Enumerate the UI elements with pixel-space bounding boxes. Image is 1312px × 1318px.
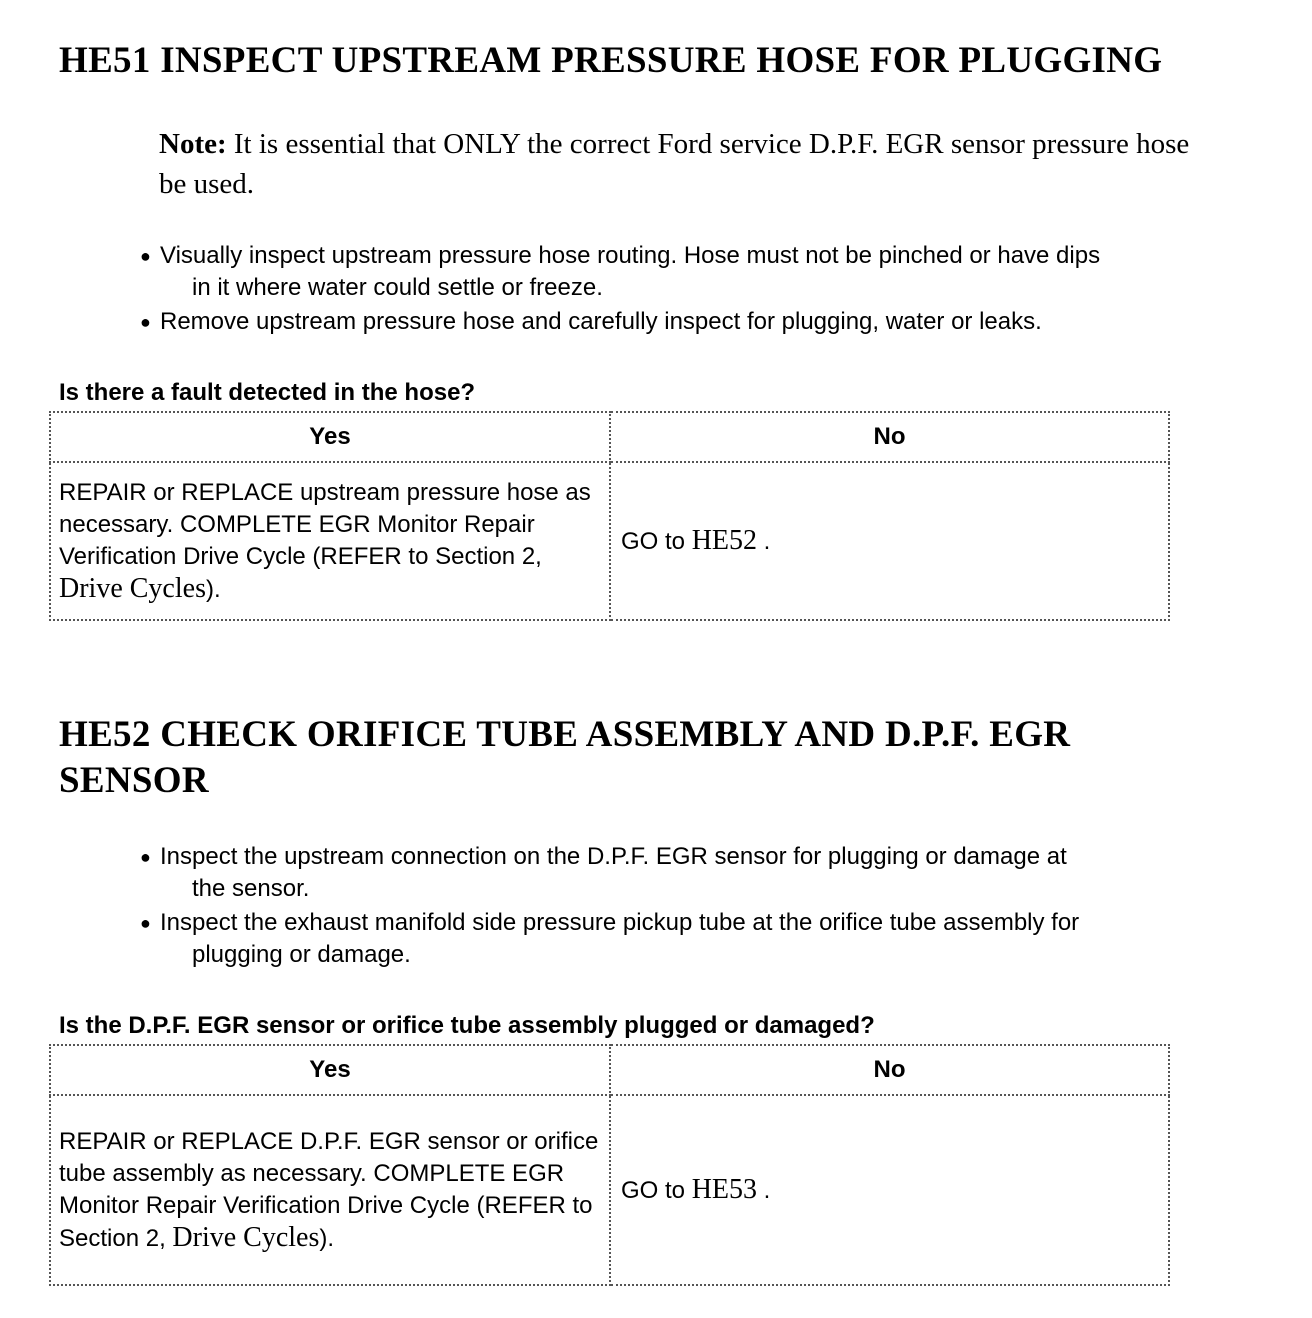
list-item (140, 907, 1250, 971)
he52-question: Is the D.P.F. EGR sensor or orifice tube assembly plugged or damaged? (59, 1012, 875, 1039)
bullet-line-continued: the sensor. (192, 875, 310, 902)
drive-cycles-link[interactable]: Drive Cycles (172, 1221, 320, 1253)
list-item (140, 240, 1270, 304)
yes-action-text: REPAIR or REPLACE D.P.F. EGR sensor or orifice tube assembly as necessary. COMPLETE EGR Monitor Repair Verification Drive Cycle (REFER to Section 2, (59, 1127, 599, 1252)
list-item (140, 306, 1270, 338)
yes-action-text: REPAIR or REPLACE upstream pressure hose as necessary. COMPLETE EGR Monitor Repair Verification Drive Cycle (REFER to Section 2, (59, 478, 591, 570)
no-header: No (610, 1045, 1169, 1095)
bullet-icon: ● (140, 246, 151, 266)
bullet-line: Inspect the exhaust manifold side pressure pickup tube at the orifice tube assembly for (160, 909, 1080, 936)
list-item (140, 841, 1250, 905)
bullet-icon: ● (140, 847, 151, 867)
yes-end: ). (205, 575, 221, 603)
no-prefix: GO to (621, 1177, 692, 1204)
drive-cycles-link[interactable]: Drive Cycles (59, 572, 206, 604)
no-header: No (610, 412, 1169, 462)
table-header-row (50, 412, 1169, 462)
he52-link[interactable]: HE52 (691, 525, 758, 556)
no-suffix: . (757, 528, 771, 555)
table-header-row (50, 1045, 1169, 1095)
bullet-icon: ● (140, 312, 151, 332)
bullet-icon: ● (140, 913, 151, 933)
yes-cell (50, 462, 610, 620)
he51-bullet-list (140, 240, 1270, 340)
no-cell (610, 462, 1169, 620)
no-prefix: GO to (621, 528, 692, 555)
he51-decision-table (49, 411, 1170, 621)
table-row (50, 1095, 1169, 1285)
yes-header: Yes (50, 412, 610, 462)
yes-end: ). (319, 1224, 335, 1252)
he51-question: Is there a fault detected in the hose? (59, 379, 476, 406)
he51-title: HE51 INSPECT UPSTREAM PRESSURE HOSE FOR PLUGGING (59, 40, 1163, 81)
he53-link[interactable]: HE53 (691, 1174, 758, 1205)
no-cell (610, 1095, 1169, 1285)
table-row (50, 462, 1169, 620)
he52-title: HE52 CHECK ORIFICE TUBE ASSEMBLY AND D.P.F. EGR SENSOR (59, 714, 1071, 801)
note-text: It is essential that ONLY the correct Ford service D.P.F. EGR sensor pressure hose be used. (159, 128, 1190, 200)
he51-note (159, 124, 1219, 204)
he52-decision-table (49, 1044, 1170, 1286)
no-suffix: . (757, 1177, 771, 1204)
yes-cell (50, 1095, 610, 1285)
bullet-line-continued: plugging or damage. (192, 941, 411, 968)
yes-header: Yes (50, 1045, 610, 1095)
bullet-line: Inspect the upstream connection on the D.P.F. EGR sensor for plugging or damage at (160, 843, 1067, 870)
bullet-line-continued: in it where water could settle or freeze. (192, 274, 603, 301)
he52-bullet-list (140, 841, 1250, 973)
bullet-line: Visually inspect upstream pressure hose routing. Hose must not be pinched or have dips (160, 242, 1101, 269)
note-label: Note: (159, 128, 227, 160)
bullet-line: Remove upstream pressure hose and carefully inspect for plugging, water or leaks. (160, 308, 1042, 335)
